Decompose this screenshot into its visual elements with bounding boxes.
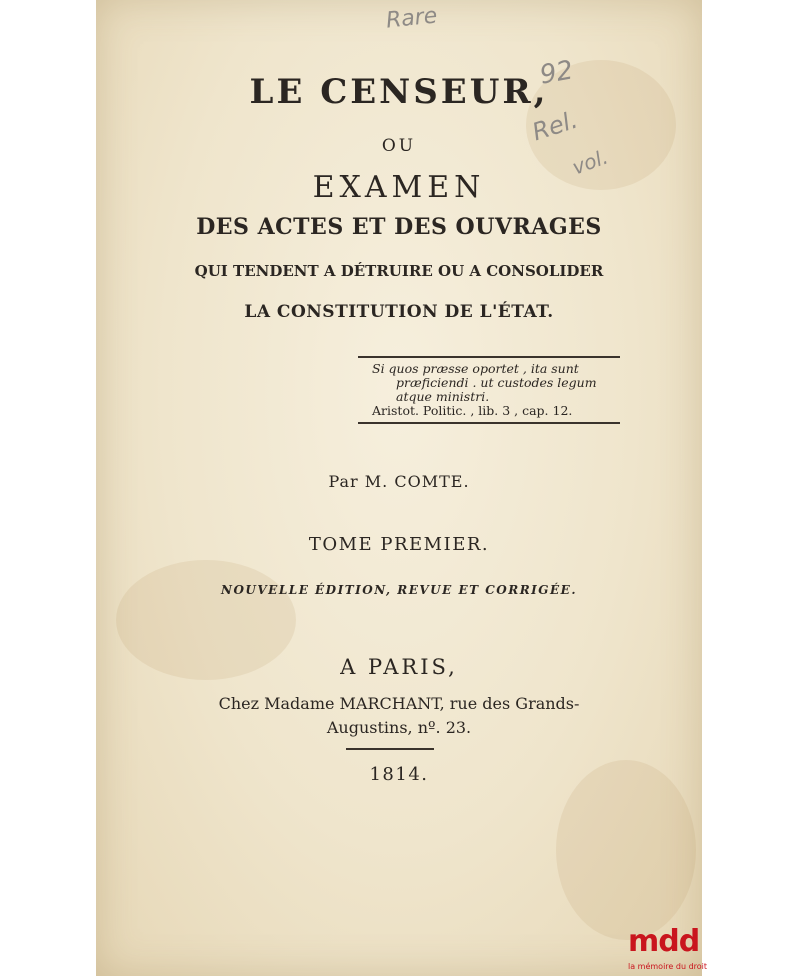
pencil-note-right: 92 xyxy=(537,55,576,91)
book-title: LE CENSEUR, xyxy=(249,72,549,112)
imprint-publisher: Chez Madame MARCHANT, rue des Grands- xyxy=(218,694,580,713)
imprint-divider xyxy=(346,748,434,750)
epigraph-line: Si quos præsse oportet , ita sunt xyxy=(372,361,579,376)
subtitle-line-3: LA CONSTITUTION DE L'ÉTAT. xyxy=(244,302,554,322)
title-page xyxy=(96,0,702,976)
pencil-note-right: Rel. xyxy=(528,105,581,147)
epigraph-top-rule xyxy=(358,356,620,358)
epigraph-attribution: Aristot. Politic. , lib. 3 , cap. 12. xyxy=(372,403,573,418)
logo-tagline: la mémoire du droit xyxy=(628,962,708,971)
subtitle-line-2: QUI TENDENT A DÉTRUIRE OU A CONSOLIDER xyxy=(194,262,604,280)
pencil-note-top: Rare xyxy=(384,3,439,34)
logo-mark: mdd xyxy=(628,924,700,959)
epigraph-bottom-rule xyxy=(358,422,620,424)
watermark-logo xyxy=(628,920,800,976)
subtitle-line-1: DES ACTES ET DES OUVRAGES xyxy=(196,214,602,240)
pencil-note-right: vol. xyxy=(568,144,612,180)
title-connector: OU xyxy=(381,136,417,156)
edition-line: NOUVELLE ÉDITION, REVUE ET CORRIGÉE. xyxy=(220,583,577,597)
imprint-city: A PARIS, xyxy=(340,655,458,679)
epigraph xyxy=(372,362,612,418)
volume-line: TOME PREMIER. xyxy=(308,534,490,555)
imprint-year: 1814. xyxy=(369,764,429,785)
imprint-address: Augustins, nº. 23. xyxy=(326,718,472,737)
paper-stain xyxy=(556,760,696,940)
author-line: Par M. COMTE. xyxy=(328,472,470,491)
title-examen: EXAMEN xyxy=(312,170,486,205)
epigraph-line: præficiendi . ut custodes legum xyxy=(396,375,597,390)
epigraph-line: atque ministri. xyxy=(396,389,490,404)
